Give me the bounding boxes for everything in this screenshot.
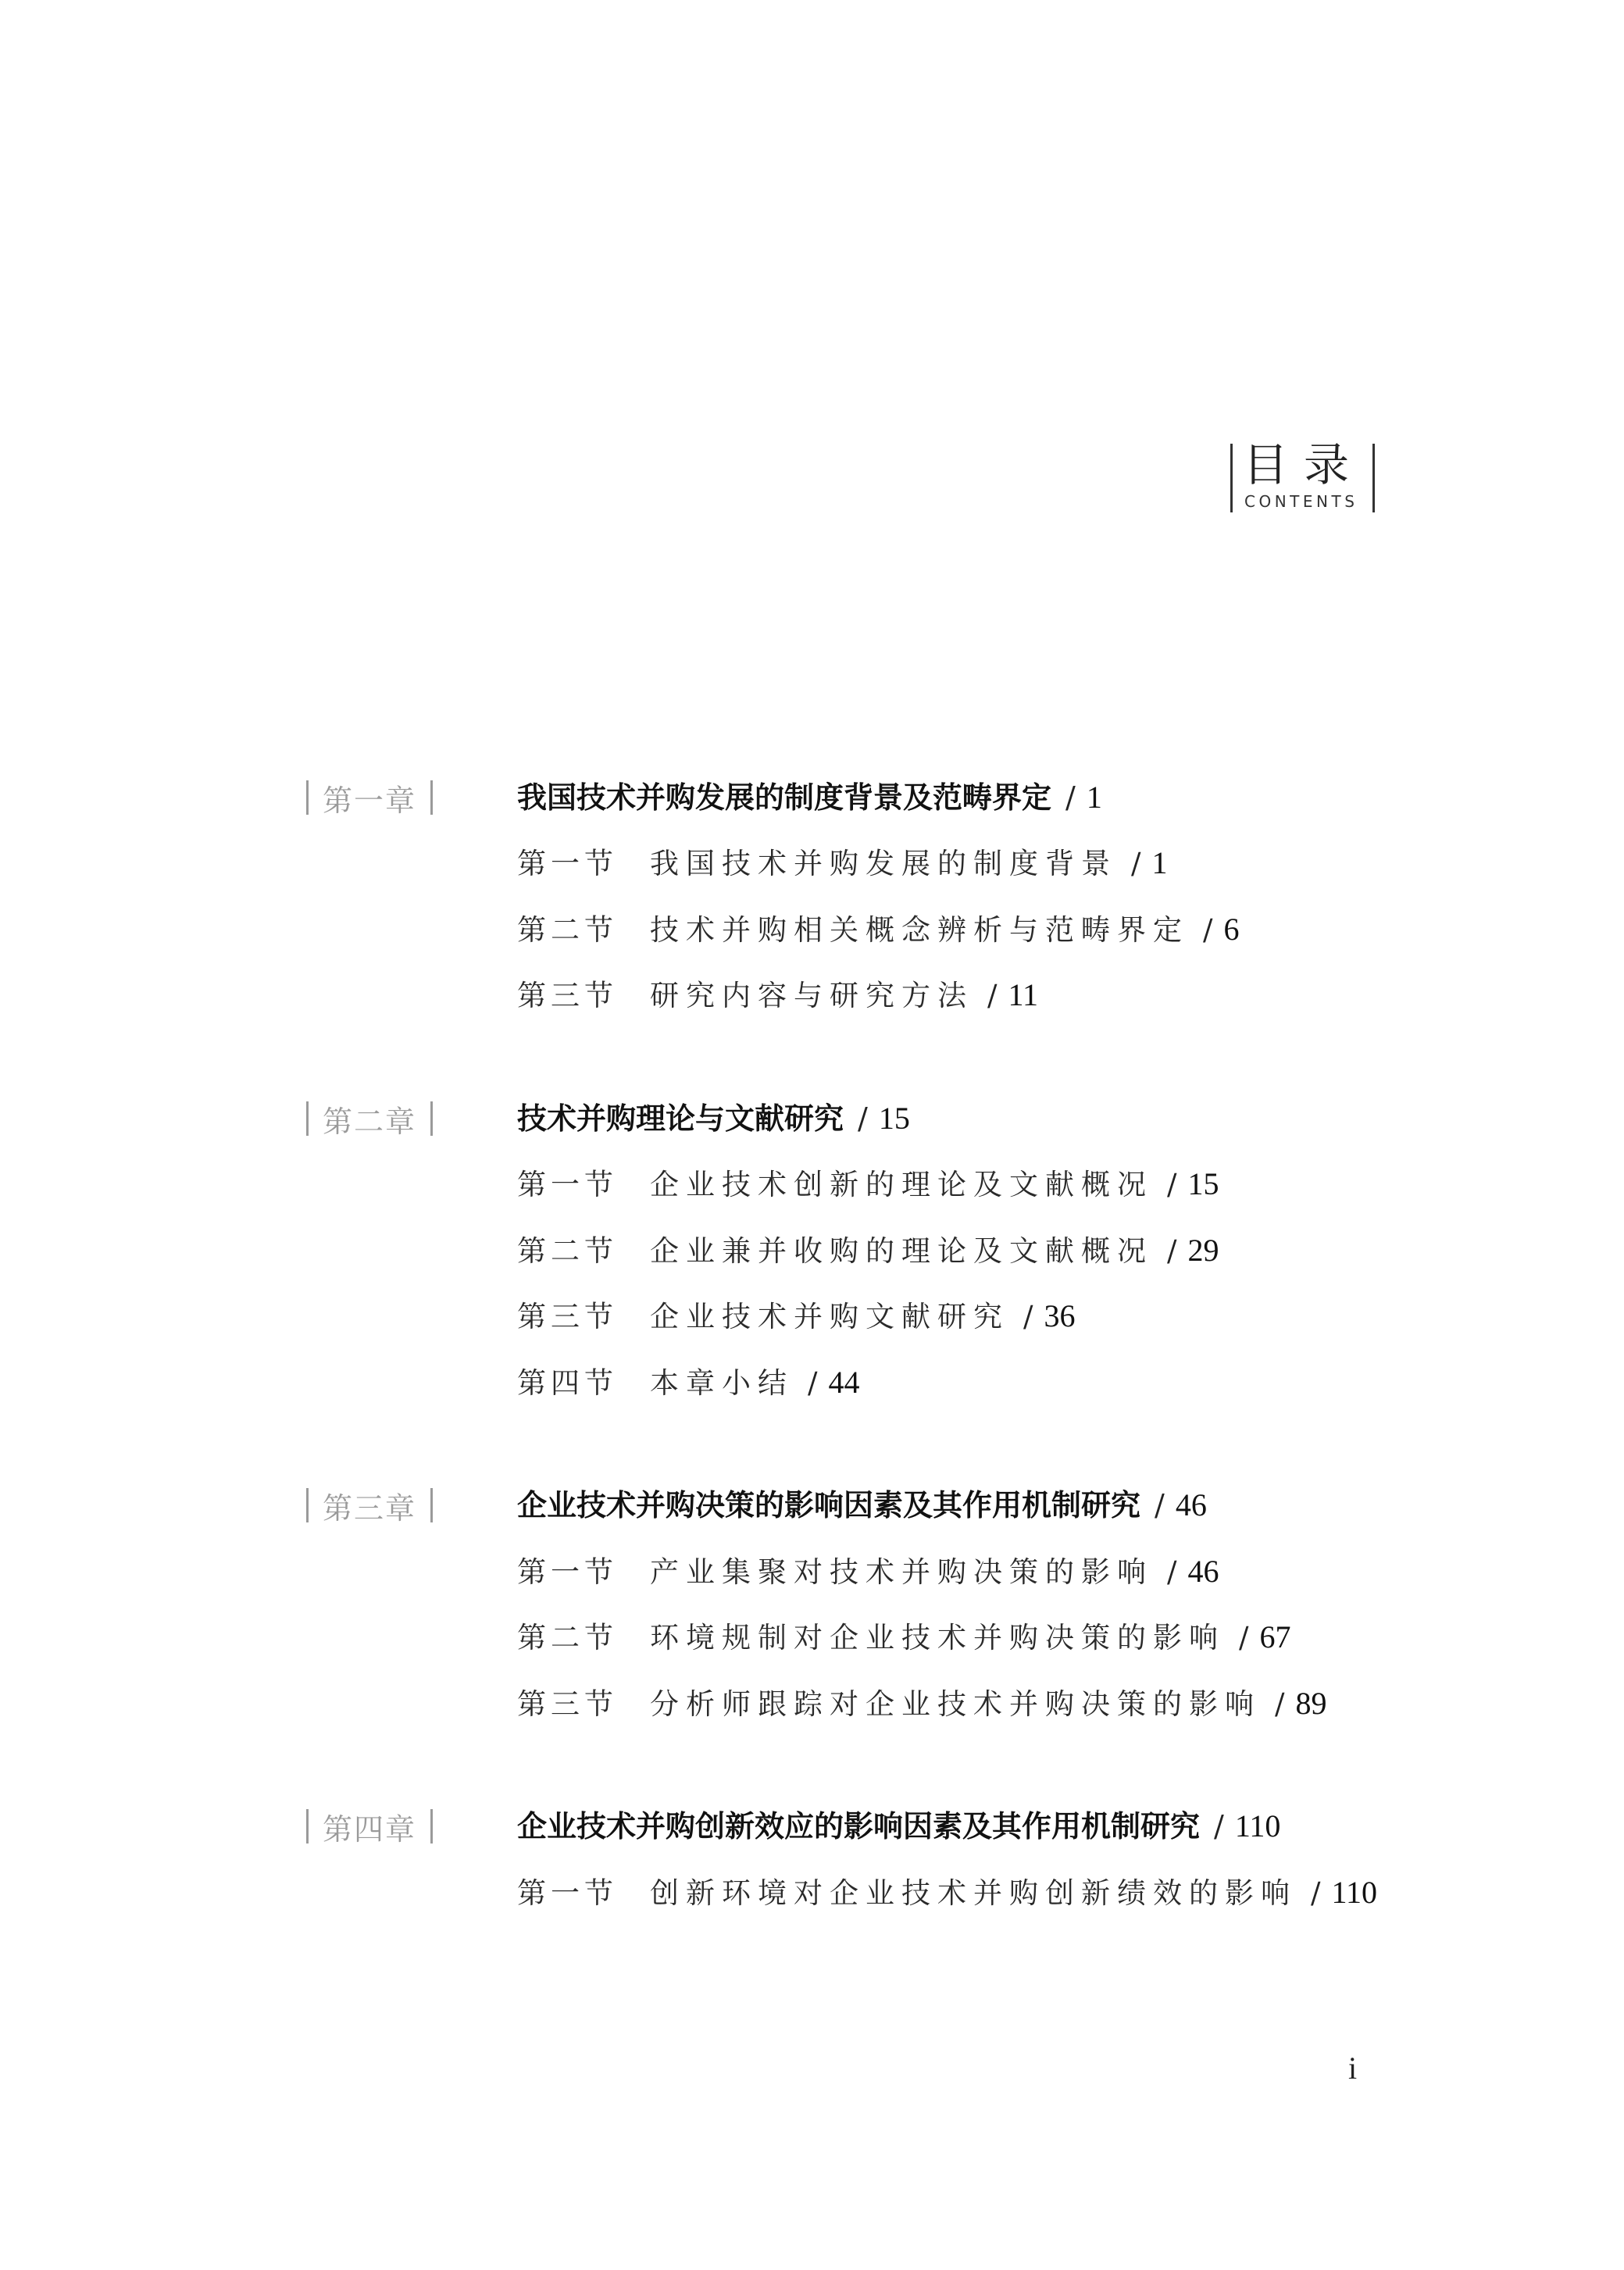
section-title: 本章小结 [650,1366,794,1400]
section-number: 第三节 [517,1687,618,1721]
page-number: 36 [1044,1298,1076,1333]
chapter-3-title-link[interactable] [517,1482,1207,1529]
chapter-title: 技术并购理论与文献研究 [517,1101,844,1136]
section-title: 我国技术并购发展的制度背景 [650,847,1117,880]
page-number: 6 [1223,912,1240,947]
section-title: 产业集聚对技术并购决策的影响 [650,1555,1153,1589]
section-4-1[interactable] [517,1869,1377,1916]
header-right-bar [1372,444,1375,512]
section-3-1[interactable] [517,1548,1219,1595]
section-title: 研究内容与研究方法 [650,979,973,1012]
separator: / [1023,1300,1033,1333]
label-right-bar [430,1101,433,1136]
section-1-1[interactable] [517,840,1167,887]
separator: / [1239,1621,1249,1654]
section-number: 第二节 [517,1621,618,1654]
separator: / [1155,1488,1165,1522]
header-left-bar [1230,444,1233,512]
page-number: 11 [1008,977,1038,1012]
contents-title: 目录 [1243,438,1365,491]
page-number: 1 [1086,780,1102,815]
separator: / [1167,1234,1177,1268]
contents-header [1230,438,1375,514]
chapter-number: 第一章 [323,783,417,818]
chapter-title: 企业技术并购创新效应的影响因素及其作用机制研究 [517,1809,1201,1843]
chapter-number: 第四章 [323,1811,417,1847]
label-left-bar [306,1488,309,1522]
section-title: 企业技术创新的理论及文献概况 [650,1168,1153,1201]
chapter-3-label [306,1482,433,1529]
label-left-bar [306,1809,309,1843]
section-number: 第一节 [517,847,618,880]
separator: / [1167,1555,1177,1589]
contents-subtitle: CONTENTS [1244,492,1358,511]
label-right-bar [430,1809,433,1843]
section-1-2[interactable] [517,906,1239,953]
separator: / [1131,847,1141,880]
page-number: 89 [1295,1686,1327,1721]
separator: / [808,1366,818,1400]
chapter-title: 我国技术并购发展的制度背景及范畴界定 [517,780,1052,815]
section-number: 第三节 [517,979,618,1012]
separator: / [1214,1809,1224,1843]
chapter-2-title-link[interactable] [517,1095,910,1142]
label-right-bar [430,780,433,815]
page-number: 46 [1187,1554,1219,1589]
label-left-bar [306,780,309,815]
separator: / [1203,913,1213,947]
section-number: 第一节 [517,1168,618,1201]
separator: / [1167,1168,1177,1201]
section-2-4[interactable] [517,1359,859,1406]
section-2-2[interactable] [517,1227,1219,1274]
chapter-number: 第三章 [323,1490,417,1526]
page-folio: i [1348,2050,1358,2086]
page-number: 67 [1259,1619,1291,1654]
section-number: 第四节 [517,1366,618,1400]
section-title: 环境规制对企业技术并购决策的影响 [650,1621,1225,1654]
page-number: 110 [1331,1875,1377,1910]
separator: / [987,979,998,1012]
label-right-bar [430,1488,433,1522]
page-number: 15 [878,1101,910,1136]
separator: / [858,1101,868,1136]
separator: / [1065,780,1076,815]
page-number: 44 [828,1365,860,1400]
section-3-3[interactable] [517,1680,1326,1727]
section-title: 分析师跟踪对企业技术并购决策的影响 [650,1687,1261,1721]
chapter-2-label [306,1095,433,1142]
section-1-3[interactable] [517,972,1038,1019]
chapter-1-title-link[interactable] [517,774,1102,821]
section-number: 第三节 [517,1300,618,1333]
section-title: 企业技术并购文献研究 [650,1300,1009,1333]
page-number: 110 [1234,1808,1281,1843]
separator: / [1311,1876,1321,1910]
page-number: 46 [1175,1487,1207,1522]
section-number: 第一节 [517,1876,618,1910]
section-number: 第一节 [517,1555,618,1589]
label-left-bar [306,1101,309,1136]
chapter-4-label [306,1803,433,1850]
separator: / [1275,1687,1285,1721]
chapter-4-title-link[interactable] [517,1803,1280,1850]
page-number: 1 [1151,845,1168,880]
section-title: 技术并购相关概念辨析与范畴界定 [650,913,1189,947]
chapter-1-label [306,774,433,821]
section-2-3[interactable] [517,1293,1075,1340]
section-3-2[interactable] [517,1614,1290,1661]
chapter-number: 第二章 [323,1104,417,1139]
page-number: 29 [1187,1233,1219,1268]
chapter-title: 企业技术并购决策的影响因素及其作用机制研究 [517,1488,1141,1522]
page-number: 15 [1187,1166,1219,1201]
section-number: 第二节 [517,913,618,947]
section-title: 创新环境对企业技术并购创新绩效的影响 [650,1876,1297,1910]
section-2-1[interactable] [517,1161,1219,1208]
section-title: 企业兼并收购的理论及文献概况 [650,1234,1153,1268]
section-number: 第二节 [517,1234,618,1268]
